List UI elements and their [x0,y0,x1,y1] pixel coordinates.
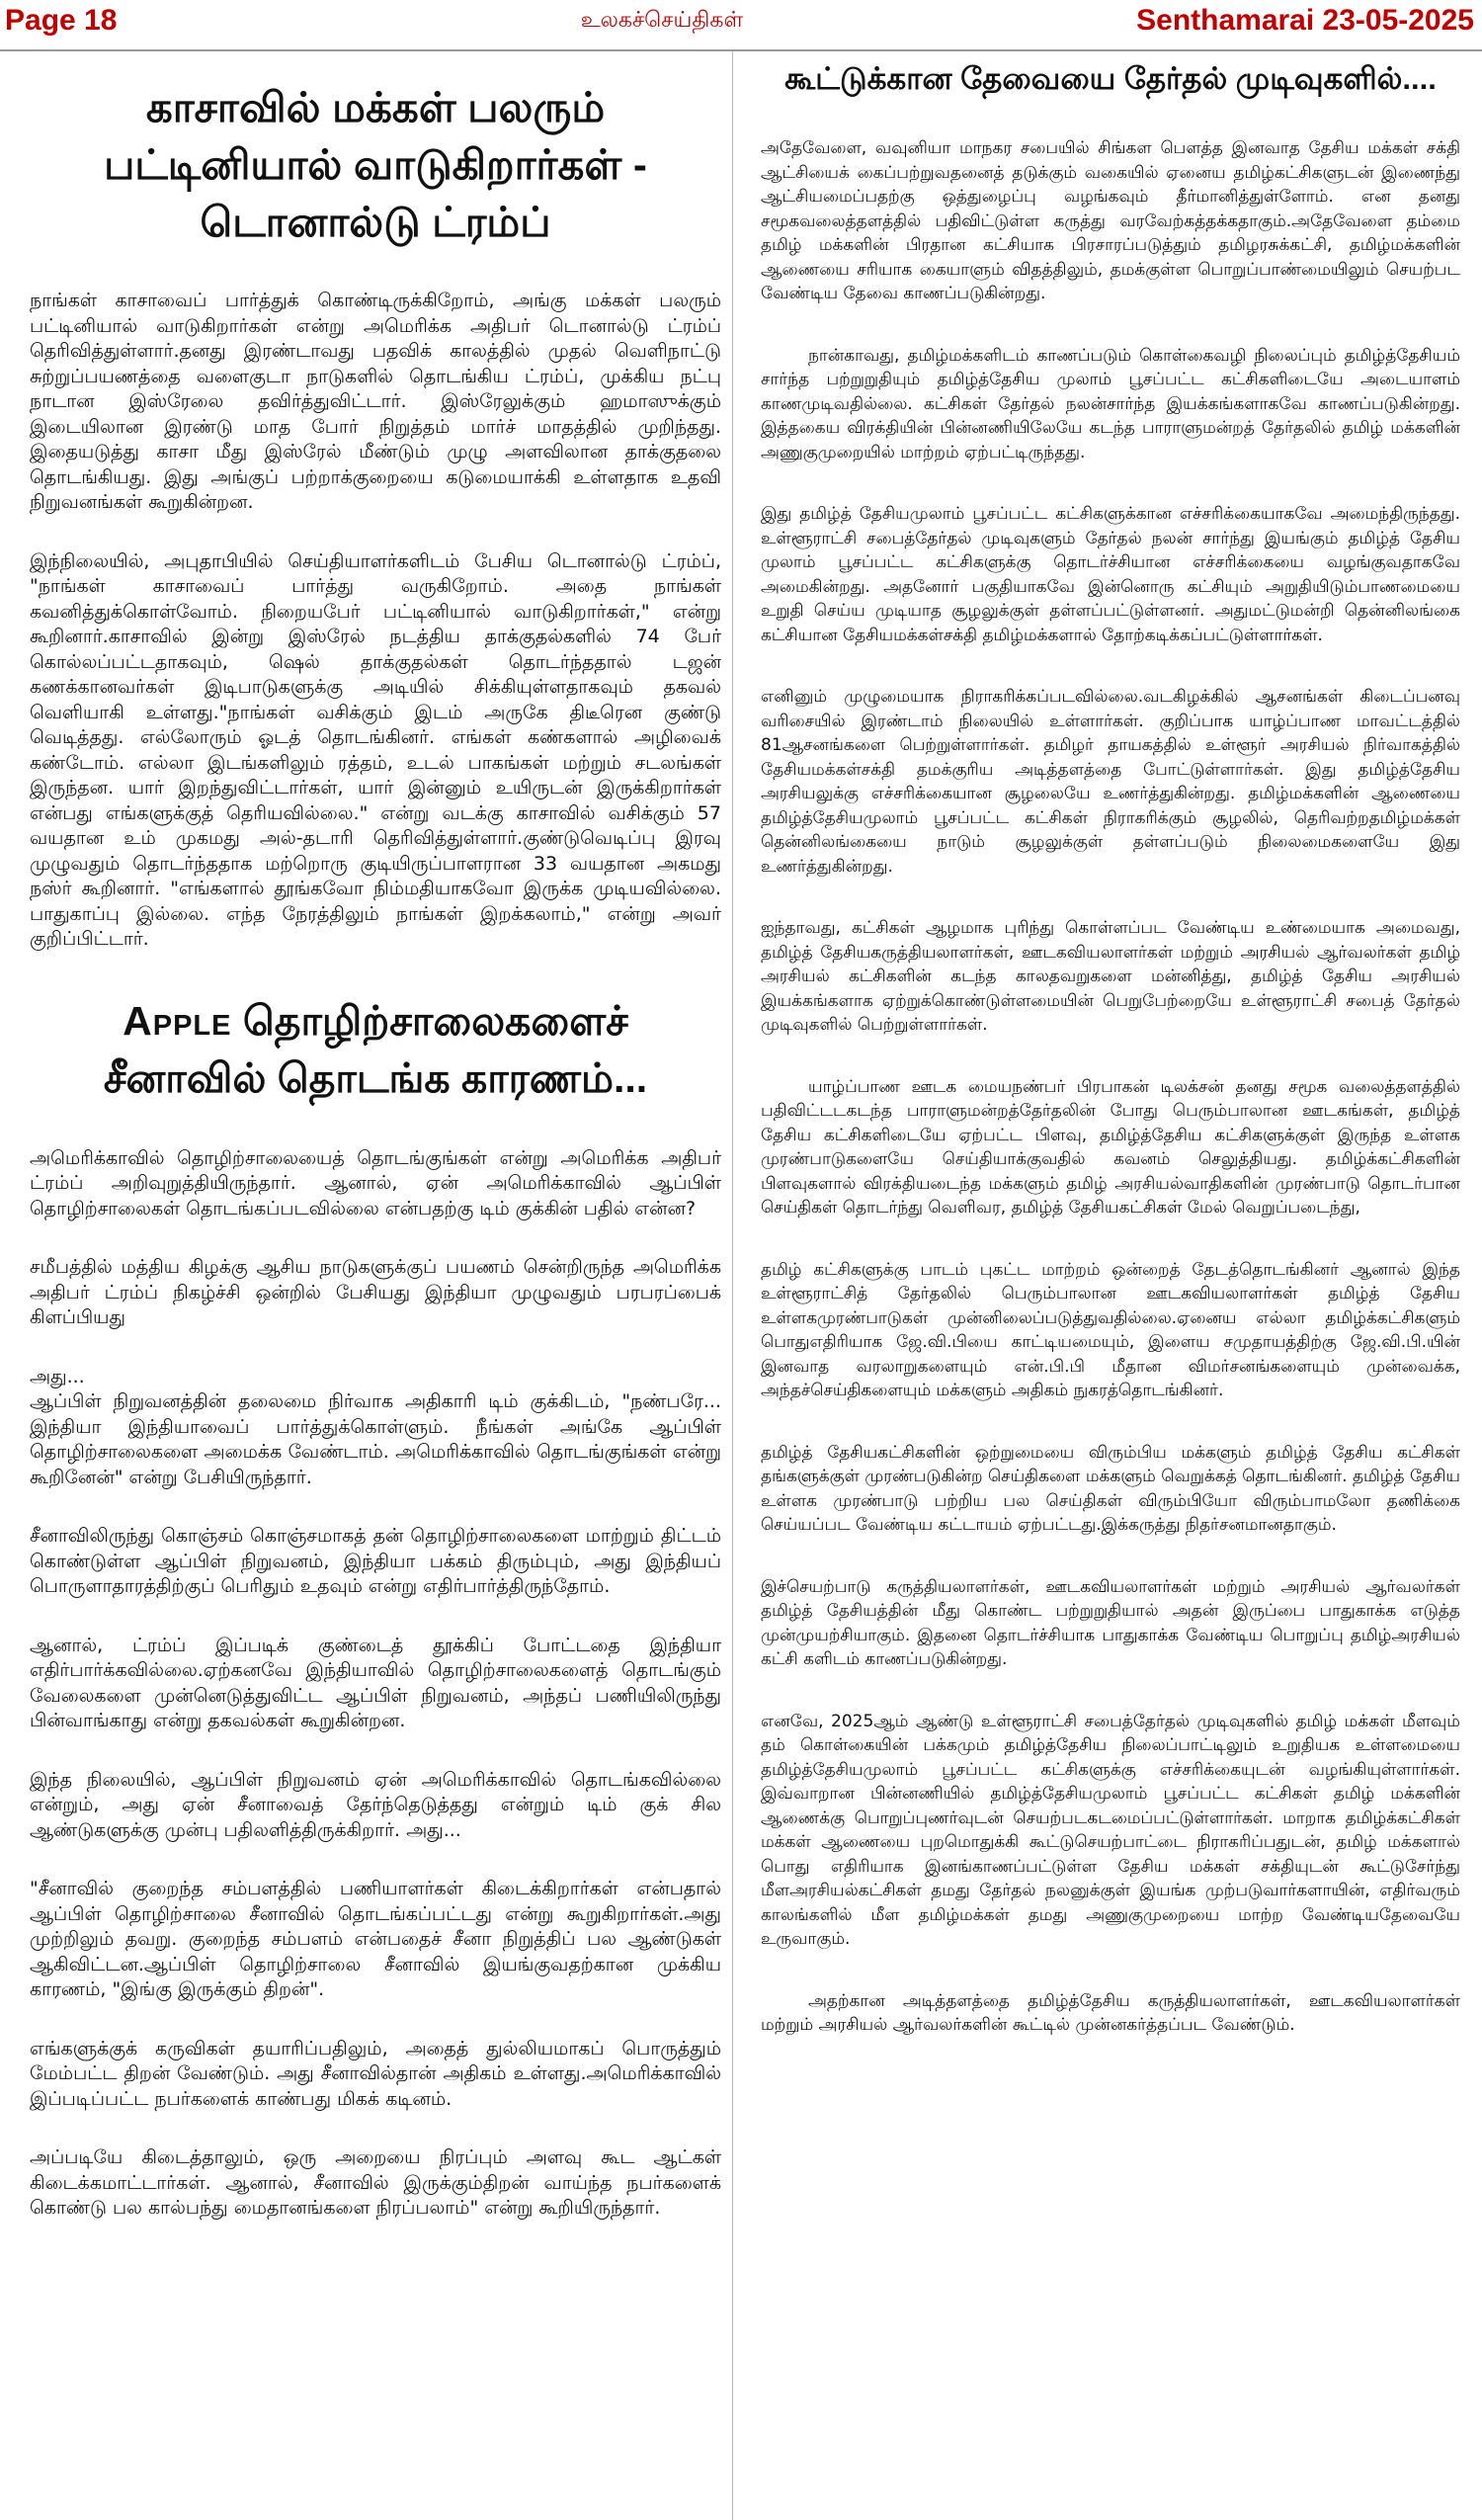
apple-headline-ta1: தொழிற்சாலைகளைச் [242,997,628,1044]
coalition-paragraph: ஐந்தாவது, கட்சிகள் ஆழமாக புரிந்து கொள்ளப்பட வேண்டிய உண்மையாக அமைவது, தமிழ்த் தேசியகருத்தியலாளர்கள், ஊடகவியலாளர்கள் மற்றும் அரசியல் ஆர்வலர்கள் தமிழ் அரசியல் கட்சிகளின் கடந்த காலதவறுகளை மன்னித்து, தமிழ்த் தேசிய அரசியல் இயக்கங்களாக ஏற்றுக்கொண்டுள்ளமையின் பெறுபேற்றையே உள்ளூராட்சி சபைத் தேர்தல் முடிவுகளில் பெற்றுள்ளார்கள். [761,918,1460,1035]
page-number: Page 18 [5,4,118,37]
apple-paragraph: இந்த நிலையில், ஆப்பிள் நிறுவனம் ஏன் அமெரிக்காவில் தொடங்கவில்லை என்றும், அது ஏன் சீனாவைத் தேர்ந்தெடுத்தது என்றும் டிம் குக் சில ஆண்டுகளுக்கு முன்பு பதிலளித்திருக்கிறார். அது... [30,1768,721,1841]
section-title: உலகச்செய்திகள் [580,8,744,33]
coalition-paragraph: அதேவேளை, வவுனியா மாநகர சபையில் சிங்கள பௌத்த இனவாத தேசிய மக்கள் சக்தி ஆட்சியைக் கைப்பற்றுவதனைத் தடுக்கும் வகையில் ஏனைய தமிழ்கட்சிகளுடன் இணைந்து ஆட்சியமைப்பதற்கு ஒத்துழைப்பு வழங்கவும் தீர்மானித்துள்ளோம். என தனது சமூகவலைத்தளத்தில் பதிவிட்டுள்ள கருத்து வரவேற்கத்தக்கதாகும்.அதேவேளை தம்மை தமிழ் மக்களின் பிரதான கட்சியாக பிரசாரப்படுத்தும் தமிழரசுக்கட்சி, தமிழ்மக்களின் ஆணையை சரியாக கையாளும் விதத்திலும், தமக்குள்ள பொறுப்பாண்மையிலும் செயற்பட வேண்டிய தேவை காணப்படுகின்றது. [761,138,1460,303]
coalition-paragraph: எனினும் முழுமையாக நிராகரிக்கப்படவில்லை.வடகிழக்கில் ஆசனங்கள் கிடைப்பனவு வரிசையில் இரண்டாம் நிலையில் உள்ளார்கள். குறிப்பாக யாழ்ப்பாண மாவட்டத்தில் 81ஆசனங்களை பெற்றுள்ளார்கள். தமிழர் தாயகத்தில் உள்ளூர் அரசியல் நிர்வாகத்தில் தேசியமக்கள்சக்தி தமக்குரிய அடித்தளத்தை போட்டுள்ளார்கள். இது தமிழ்த்தேசிய அரசியலுக்கு எச்சரிக்கையான சூழலையே உணர்த்துகின்றது. தமிழ்மக்களின் ஆணையை தமிழ்த்தேசியமுலாம் பூசப்பட்ட கட்சிகள் நிராகரிக்கும் சூழலில், தெரிவற்றதமிழ்மக்கள் தென்னிலங்கையை நாடும் சூழலுக்குள் தள்ளப்படும் நிலைமைகளையே இது உணர்த்துகின்றது. [761,687,1460,877]
apple-paragraph: எங்களுக்குக் கருவிகள் தயாரிப்பதிலும், அதைத் துல்லியமாகப் பொருத்தும் மேம்பட்ட திறன் வேண்டும். அது சீனாவில்தான் அதிகம் உள்ளது.அமெரிக்காவில் இப்படிப்பட்ட நபர்களைக் காண்பது மிகக் கடினம். [30,2037,721,2110]
apple-paragraph: அது... [30,1365,85,1387]
coalition-paragraph: இது தமிழ்த் தேசியமுலாம் பூசப்பட்ட கட்சிகளுக்கான எச்சரிக்கையாகவே அமைந்திருந்தது. உள்ளூராட்சி சபைத்தேர்தல் முடிவுகளும் தேர்தல் நலன் சார்ந்து இயங்கும் தமிழ்த் தேசிய முலாம் பூசப்பட்ட கட்சிகளுக்கு தொடர்ச்சியான எச்சரிக்கையை வழங்குவதாகவே அமைகின்றது. அதனோர் பகுதியாகவே இன்னொரு கட்சியும் அறுதியிடும்பாணமையை உறுதி செய்ய முடியாத சூழலுக்குள் தள்ளப்பட்டுள்ளனர். அதுமட்டுமன்றி தென்னிலங்கை கட்சியான தேசியமக்கள்சக்தி தமிழ்மக்களால் தோற்கடிக்கப்பட்டுள்ளார்கள். [761,504,1460,645]
coalition-paragraph: எனவே, 2025ஆம் ஆண்டு உள்ளூராட்சி சபைத்தேர்தல் முடிவுகளில் தமிழ் மக்கள் மீளவும் தம் கொள்கையின் பக்கமும் தமிழ்த்தேசிய நிலைப்பாட்டிலும் உறுதியக உள்ளமையை தமிழ்த்தேசியமுலாம் பூசப்பட்ட கட்சிகளுக்கு எச்சரிக்கையுடன் வழங்கியுள்ளார்கள். இவ்வாறான பின்னணியில் தமிழ்த்தேசியமுலாம் பூசப்பட்ட கட்சிகள் தமிழ் மக்களின் ஆணைக்கு பொறுப்புணர்வுடன் செயற்படகடமைப்பட்டுள்ளார்கள். மாறாக தமிழ்க்கட்சிகள் மக்கள் ஆணையை புறமொதுக்கி கூட்டுசெயற்பாட்டை நிராகரிப்பதுடன், தமிழ் மக்களால் பொது எதிரியாக இனங்காணப்பட்டுள்ள தேசிய மக்கள் சக்தியுடன் கூட்டுசேர்ந்து மீளஅரசியல்கட்சிகள் தமது தேர்தல் நலனுக்குள் இயங்க முற்படுவார்களாயின், எதிர்வரும் காலங்களில் மீள தமிழ்மக்கள் தமது அணுகுமுறையை மாற்ற வேண்டியதேவையே உருவாகும். [761,1711,1460,1949]
apple-paragraph: அமெரிக்காவில் தொழிற்சாலையைத் தொடங்குங்கள் என்று அமெரிக்க அதிபர் ட்ரம்ப் அறிவுறுத்தியிருந்தார். ஆனால், ஏன் அமெரிக்காவில் ஆப்பிள் தொழிற்சாலைகள் தொடங்கப்படவில்லை என்பதற்கு டிம் குக்கின் பதில் என்ன? [30,1146,721,1219]
apple-headline [30,992,721,1107]
coalition-headline: கூட்டுக்கான தேவையை தேர்தல் முடிவுகளில்.... [784,61,1437,96]
coalition-paragraph: தமிழ்த் தேசியகட்சிகளின் ஒற்றுமையை விரும்பிய மக்களும் தமிழ்த் தேசிய கட்சிகள் தங்களுக்குள் முரண்படுகின்ற செய்திகளை மக்களும் வெறுக்கத் தொடங்கினர். தமிழ்த் தேசிய உள்ளக முரண்பாடு பற்றிய பல செய்திகள் விரும்பியோ விரும்பாமலோ தணிக்கை செய்யப்பட வேண்டிய கட்டாயம் ஏற்பட்டது.இக்கருத்து நிதர்சனமானதாகும். [761,1442,1460,1535]
left-column [30,79,721,2255]
apple-headline-ta2: சீனாவில் தொடங்க காரணம்... [103,1054,648,1101]
apple-paragraph: சமீபத்தில் மத்திய கிழக்கு ஆசிய நாடுகளுக்குப் பயணம் சென்றிருந்த அமெரிக்க அதிபர் ட்ரம்ப் நிகழ்ச்சி ஒன்றில் பேசியது இந்தியா முழுவதும் பரபரப்பைக் கிளப்பியது [30,1256,721,1328]
gaza-headline: காசாவில் மக்கள் பலரும் பட்டினியால் வாடுகிறார்கள் - டொனால்டு ட்ரம்ப் [104,84,647,245]
coalition-paragraph: யாழ்ப்பாண ஊடக மையநண்பர் பிரபாகன் டிலக்சன் தனது சமூக வலைத்தளத்தில் பதிவிட்டடகடந்த பாராளுமன்றத்தேர்தலின் போது பெரும்பாலான ஊடகங்கள், தமிழ்த் தேசிய கட்சிகளிடையே ஏற்பட்ட பிளவு, தமிழ்த்தேசிய கட்சிகளுக்குள் இருந்த உள்ளக முரண்பாடுகளையே செய்தியாக்குவதில் கவனம் செலுத்தியது. தமிழ்க்கட்சிகளின் பிளவுகளால் விரக்தியடைந்த மக்களும் தமிழ் அரசியல்வாதிகளின் முரண்பாடு தொடர்பான செய்திகள் தொடர்ந்து வெளிவர, தமிழ்த் தேசியகட்சிகள் மேல் வெறுப்படைந்து, [761,1076,1460,1218]
apple-paragraph: ஆப்பிள் நிறுவனத்தின் தலைமை நிர்வாக அதிகாரி டிம் குக்கிடம், "நண்பரே... இந்தியா இந்தியாவைப் பார்த்துக்கொள்ளும். நீங்கள் அங்கே ஆப்பிள் தொழிற்சாலைகளை அமைக்க வேண்டாம். அமெரிக்காவில் தொடங்குங்கள் என்று கூறினேன்" என்று பேசியிருந்தார். [30,1390,721,1488]
header-divider [0,49,1482,51]
coalition-paragraph: அதற்கான அடித்தளத்தை தமிழ்த்தேசிய கருத்தியலாளர்கள், ஊடகவியலாளர்கள் மற்றும் அரசியல் ஆர்வலர்களின் கூட்டில் முன்னகர்த்தப்பட வேண்டும். [761,1990,1460,2035]
apple-paragraph: "சீனாவில் குறைந்த சம்பளத்தில் பணியாளர்கள் கிடைக்கிறார்கள் என்பதால் ஆப்பிள் தொழிற்சாலை சீனாவில் தொடங்கப்பட்டது என்று கூறுகிறார்கள்.அது முற்றிலும் தவறு. குறைந்த சம்பளம் என்பதைச் சீனா நிறுத்திப் பல ஆண்டுகள் ஆகிவிட்டன.ஆப்பிள் தொழிற்சாலை சீனாவில் இயங்குவதற்கான முக்கிய காரணம், "இங்கு இருக்கும் திறன்". [30,1878,721,2000]
column-divider [732,51,733,2520]
coalition-paragraph: இச்செயற்பாடு கருத்தியலாளர்கள், ஊடகவியலாளர்கள் மற்றும் அரசியல் ஆர்வலர்கள் தமிழ்த் தேசியத்தின் மீது கொண்ட பற்றுறுதியால் அதன் இருப்பை பாதுகாக்க எடுத்த முன்முயற்சியாகும். இதனை தொடர்ச்சியாக பாதுகாக்க வேண்டிய பொறுப்பு தமிழ்அரசியல் கட்சி களிடம் காணப்படுகின்றது. [761,1576,1460,1669]
apple-paragraph: ஆனால், ட்ரம்ப் இப்படிக் குண்டைத் தூக்கிப் போட்டதை இந்தியா எதிர்பார்க்கவில்லை.ஏற்கனவே இந்தியாவில் தொழிற்சாலைகளைத் தொடங்கும் வேலைகளை முன்னெடுத்துவிட்ட ஆப்பிள் நிறுவனம், அந்தப் பணியிலிருந்து பின்வாங்காது என்று தகவல்கள் கூறுகின்றன. [30,1634,721,1731]
masthead-date: Senthamarai 23-05-2025 [1136,4,1474,37]
coalition-paragraph: தமிழ் கட்சிகளுக்கு பாடம் புகட்ட மாற்றம் ஒன்றைத் தேடத்தொடங்கினர் ஆனால் இந்த உள்ளூராட்சித் தேர்தலில் பெரும்பாலான ஊடகவியலாளர்கள் தமிழ்த் தேசிய உள்ளகமுரண்பாடுகள் முன்னிலைப்படுத்துவதில்லை.ஏனைய எல்லா தமிழ்க்கட்சிகளும் பொதுஎதிரியாக ஜே.வி.பியை காட்டியமையும், இளைய சமுதாயத்திற்கு ஜே.வி.பி.யின் இனவாத வரலாறுகளையும் என்.பி.பி மீதான விமர்சனங்களையும் முன்வைக்க, அந்தச்செய்திகளையும் மக்களும் அதிகம் நுகரத்தொடங்கினர். [761,1259,1460,1400]
gaza-paragraph: நாங்கள் காசாவைப் பார்த்துக் கொண்டிருக்கிறோம், அங்கு மக்கள் பலரும் பட்டினியால் வாடுகிறார்கள் என்று அமெரிக்க அதிபர் டொனால்டு ட்ரம்ப் தெரிவித்துள்ளார்.தனது இரண்டாவது பதவிக் காலத்தில் முதல் வெளிநாட்டு சுற்றுப்பயணத்தை வளைகுடா நாடுகளில் தொடங்கிய ட்ரம்ப், முக்கிய நட்பு நாடான இஸ்ரேலை தவிர்த்துவிட்டார். இஸ்ரேலுக்கும் ஹமாஸுக்கும் இடையிலான இரண்டு மாத போர் நிறுத்தம் மார்ச் மாதத்தில் முறிந்தது. இதையடுத்து காசா மீது இஸ்ரேல் மீண்டும் முழு அளவிலான தாக்குதலை தொடங்கியது. இது அங்குப் பற்றாக்குறையை கடுமையாக்கி உள்ளதாக உதவி நிறுவனங்கள் கூறுகின்றன. [30,290,721,513]
page-header [0,0,1482,49]
right-column [761,59,1460,2075]
coalition-paragraph: நான்காவது, தமிழ்மக்களிடம் காணப்படும் கொள்கைவழி நிலைப்பும் தமிழ்த்தேசியம் சார்ந்த பற்றுறுதியும் தமிழ்த்தேசிய முலாம் பூசப்பட்ட கட்சிகளிடையே அடையாளம் காணமுடிவதில்லை. கட்சிகள் தேர்தல் நலன்சார்ந்த இயக்கங்களாகவே காணப்படுகின்றது. இத்தகைய விரக்தியின் பின்னணியிலேயே கடந்த பாராளுமன்றத் தேர்தலில் தமிழ் மக்களின் அணுகுமுறையில் மாற்றம் ஏற்பட்டிருந்தது. [761,345,1460,462]
apple-paragraph: அப்படியே கிடைத்தாலும், ஒரு அறையை நிரப்பும் அளவு கூட ஆட்கள் கிடைக்கமாட்டார்கள். ஆனால், சீனாவில் இருக்கும்திறன் வாய்ந்த நபர்களைக் கொண்டு பல கால்பந்து மைதானங்களை நிரப்பலாம்" என்று கூறியிருந்தார். [30,2146,721,2219]
apple-paragraph: சீனாவிலிருந்து கொஞ்சம் கொஞ்சமாகத் தன் தொழிற்சாலைகளை மாற்றும் திட்டம் கொண்டுள்ள ஆப்பிள் நிறுவனம், இந்தியா பக்கம் திரும்பும், அது இந்தியப் பொருளாதாரத்திற்குப் பெரிதும் உதவும் என்று எதிர்பார்த்திருந்தோம். [30,1525,721,1597]
apple-headline-en: Apple [123,997,232,1044]
gaza-paragraph: இந்நிலையில், அபுதாபியில் செய்தியாளர்களிடம் பேசிய டொனால்டு ட்ரம்ப், "நாங்கள் காசாவைப் பார்த்து வருகிறோம். அதை நாங்கள் கவனித்துக்கொள்வோம். நிறையபேர் பட்டினியால் வாடுகிறார்கள்," என்று கூறினார்.காசாவில் இன்று இஸ்ரேல் நடத்திய தாக்குதல்களில் 74 பேர் கொல்லப்பட்டதாகவும், ஷெல் தாக்குதல்கள் தொடர்ந்ததால் டஜன் கணக்கானவர்கள் இடிபாடுகளுக்கு அடியில் சிக்கியுள்ளதாகவும் தகவல் வெளியாகி உள்ளது."நாங்கள் வசிக்கும் இடம் அருகே திடீரென குண்டு வெடித்தது. எல்லோரும் ஓடத் தொடங்கினர். எங்கள் கண்களால் அழிவைக் கண்டோம். எல்லா இடங்களிலும் ரத்தம், உடல் பாகங்கள் மற்றும் சடலங்கள் இருந்தன. யார் இறந்துவிட்டார்கள், யார் இன்னும் உயிருடன் இருக்கிறார்கள் என்பது எங்களுக்குத் தெரியவில்லை." என்று வடக்கு காசாவில் வசிக்கும் 57 வயதான உம் முகமது அல்-தடாரி தெரிவித்துள்ளார்.குண்டுவெடிப்பு இரவு முழுவதும் தொடர்ந்ததாக மற்றொரு குடியிருப்பாளரான 33 வயதான அகமது நஸ்ர் கூறினார். "எங்களால் தூங்கவோ நிம்மதியாகவோ இருக்க முடியவில்லை. பாதுகாப்பு இல்லை. எந்த நேரத்திலும் நாங்கள் இறக்கலாம்," என்று அவர் குறிப்பிட்டார். [30,549,721,950]
